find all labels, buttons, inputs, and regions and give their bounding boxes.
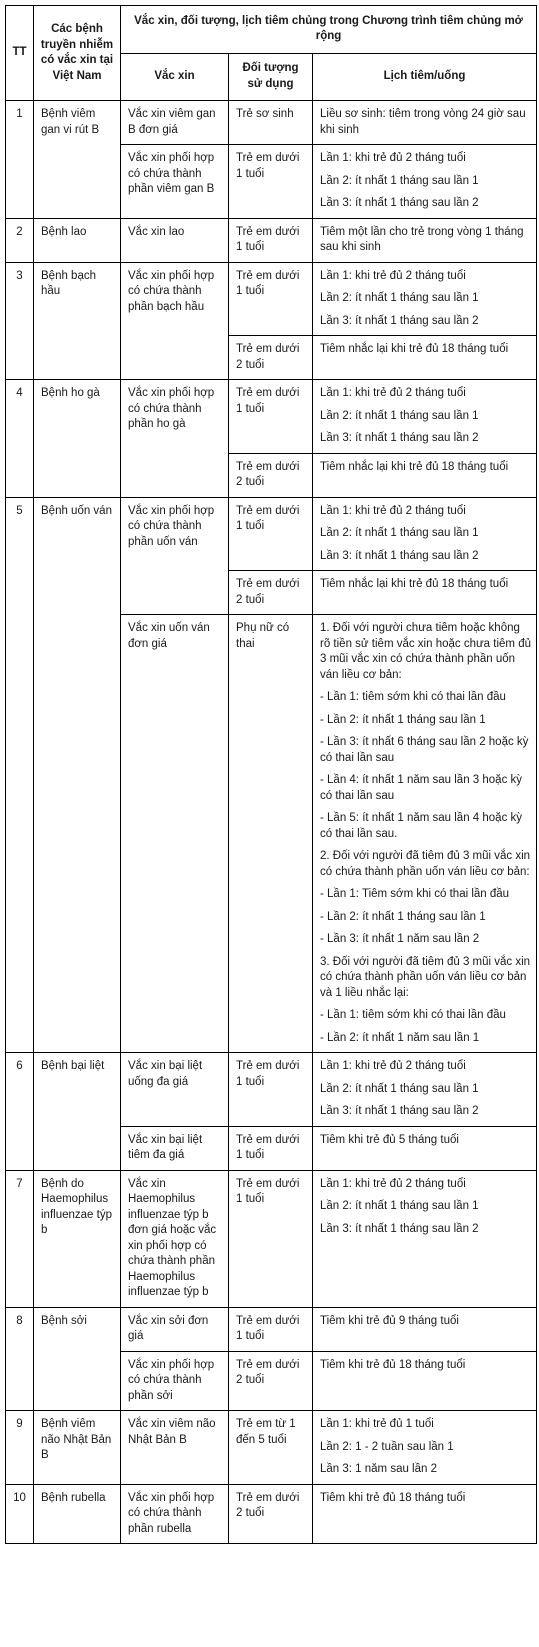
- schedule-line: Lần 2: ít nhất 1 tháng sau lần 1: [320, 174, 479, 187]
- schedule-line: Lần 2: ít nhất 1 tháng sau lần 1: [320, 409, 479, 422]
- schedule-line: Lần 2: ít nhất 1 tháng sau lần 1: [320, 1200, 479, 1212]
- schedule-line: Lần 3: ít nhất 1 tháng sau lần 2: [320, 197, 479, 209]
- target-group: Trẻ em dưới 1 tuổi: [229, 145, 313, 219]
- row-number: 7: [6, 1170, 34, 1307]
- schedule-line: Tiêm nhắc lại khi trẻ đủ 18 tháng tuổi: [320, 578, 509, 590]
- schedule-line: - Lần 2: ít nhất 1 tháng sau lần 1: [320, 713, 486, 726]
- schedule-line: - Lần 1: tiêm sớm khi có thai lần đầu: [320, 1009, 506, 1021]
- vaccine-name: Vắc xin phối hợp có chứa thành phần sởi: [121, 1351, 229, 1411]
- schedule-line: Tiêm nhắc lại khi trẻ đủ 18 tháng tuổi: [320, 343, 509, 355]
- target-group: Trẻ em dưới 2 tuổi: [229, 571, 313, 615]
- vaccine-name: Vắc xin phối hợp có chứa thành phần viêm gan B: [121, 145, 229, 219]
- vaccine-name: Vắc xin phối hợp có chứa thành phần ho gà: [121, 380, 229, 498]
- schedule-line: Tiêm khi trẻ đủ 18 tháng tuổi: [320, 1491, 466, 1504]
- table-row: [6, 497, 537, 571]
- schedule-line: - Lần 5: ít nhất 1 năm sau lần 4 hoặc kỳ có thai lần sau.: [320, 812, 523, 840]
- schedule-line: Lần 1: khi trẻ đủ 2 tháng tuổi: [320, 504, 466, 517]
- schedule-cell: [313, 1484, 537, 1544]
- row-number: 6: [6, 1053, 34, 1171]
- table-row: [6, 101, 537, 145]
- vaccine-name: Vắc xin phối hợp có chứa thành phần rubella: [121, 1484, 229, 1544]
- table-row: [6, 380, 537, 454]
- schedule-line: Tiêm khi trẻ đủ 9 tháng tuổi: [320, 1314, 459, 1327]
- schedule-line: Lần 2: ít nhất 1 tháng sau lần 1: [320, 292, 479, 304]
- schedule-line: Lần 3: ít nhất 1 tháng sau lần 2: [320, 549, 479, 562]
- schedule-line: Lần 1: khi trẻ đủ 2 tháng tuổi: [320, 1060, 466, 1072]
- table-row: [6, 1307, 537, 1351]
- schedule-line: Lần 3: ít nhất 1 tháng sau lần 2: [320, 1105, 479, 1117]
- schedule-line: - Lần 3: ít nhất 6 tháng sau lần 2 hoặc kỳ có thai lần sau: [320, 736, 529, 764]
- row-number: 4: [6, 380, 34, 498]
- schedule-line: - Lần 1: tiêm sớm khi có thai lần đầu: [320, 691, 506, 703]
- disease-name: Bệnh viêm gan vi rút B: [34, 101, 121, 219]
- header-schedule: Lịch tiêm/uống: [313, 53, 537, 101]
- schedule-cell: [313, 497, 537, 571]
- target-group: Trẻ em dưới 2 tuổi: [229, 1484, 313, 1544]
- vaccine-name: Vắc xin Haemophilus influenzae týp b đơn giá hoặc vắc xin phối hợp có chứa thành phần Haemophilus influenzae týp b: [121, 1170, 229, 1307]
- schedule-line: 2. Đối với người đã tiêm đủ 3 mũi vắc xin có chứa thành phần uốn ván liều cơ bản:: [320, 850, 531, 878]
- vaccine-name: Vắc xin bại liệt uống đa giá: [121, 1053, 229, 1127]
- schedule-line: Tiêm khi trẻ đủ 5 tháng tuổi: [320, 1133, 459, 1146]
- table-body: [6, 101, 537, 1544]
- schedule-cell: [313, 453, 537, 497]
- vaccine-name: Vắc xin uốn ván đơn giá: [121, 615, 229, 1053]
- header-tt: TT: [6, 6, 34, 101]
- disease-name: Bệnh bạch hầu: [34, 262, 121, 380]
- table-row: [6, 1170, 537, 1307]
- target-group: Trẻ sơ sinh: [229, 101, 313, 145]
- target-group: Trẻ em dưới 2 tuổi: [229, 453, 313, 497]
- target-group: Trẻ em dưới 1 tuổi: [229, 1053, 313, 1127]
- target-group: Trẻ em dưới 1 tuổi: [229, 497, 313, 571]
- schedule-cell: [313, 615, 537, 1053]
- schedule-line: - Lần 4: ít nhất 1 năm sau lần 3 hoặc kỳ có thai lần sau: [320, 774, 523, 802]
- vaccine-name: Vắc xin viêm não Nhật Bản B: [121, 1411, 229, 1485]
- schedule-line: - Lần 2: ít nhất 1 năm sau lần 1: [320, 1031, 480, 1044]
- schedule-cell: [313, 101, 537, 145]
- table-row: [6, 262, 537, 336]
- schedule-cell: [313, 218, 537, 262]
- schedule-line: - Lần 2: ít nhất 1 tháng sau lần 1: [320, 910, 486, 923]
- target-group: Trẻ em dưới 1 tuổi: [229, 380, 313, 454]
- schedule-cell: [313, 145, 537, 219]
- table-row: [6, 218, 537, 262]
- schedule-cell: [313, 262, 537, 336]
- vaccine-schedule-table: [5, 5, 537, 1544]
- schedule-line: Lần 2: 1 - 2 tuần sau lần 1: [320, 1440, 454, 1453]
- disease-name: Bệnh lao: [34, 218, 121, 262]
- disease-name: Bệnh ho gà: [34, 380, 121, 498]
- schedule-line: Lần 2: ít nhất 1 tháng sau lần 1: [320, 527, 479, 539]
- schedule-line: - Lần 3: ít nhất 1 năm sau lần 2: [320, 933, 480, 945]
- schedule-line: Lần 3: ít nhất 1 tháng sau lần 2: [320, 1222, 479, 1235]
- schedule-cell: [313, 1170, 537, 1307]
- header-target: Đối tượng sử dụng: [229, 53, 313, 101]
- schedule-cell: [313, 571, 537, 615]
- row-number: 1: [6, 101, 34, 219]
- vaccine-name: Vắc xin sởi đơn giá: [121, 1307, 229, 1351]
- table-row: [6, 1053, 537, 1127]
- disease-name: Bệnh viêm não Nhật Bản B: [34, 1411, 121, 1485]
- schedule-line: Lần 3: ít nhất 1 tháng sau lần 2: [320, 432, 479, 444]
- row-number: 8: [6, 1307, 34, 1411]
- vaccine-name: Vắc xin phối hợp có chứa thành phần bạch hầu: [121, 262, 229, 380]
- schedule-line: Tiêm một lần cho trẻ trong vòng 1 tháng sau khi sinh: [320, 225, 524, 253]
- schedule-line: Lần 3: ít nhất 1 tháng sau lần 2: [320, 314, 479, 327]
- header-group: Vắc xin, đối tượng, lịch tiêm chủng trong Chương trình tiêm chủng mở rộng: [121, 6, 537, 54]
- schedule-line: Liều sơ sinh: tiêm trong vòng 24 giờ sau khi sinh: [320, 108, 526, 136]
- row-number: 9: [6, 1411, 34, 1485]
- row-number: 2: [6, 218, 34, 262]
- schedule-line: 3. Đối với người đã tiêm đủ 3 mũi vắc xin có chứa thành phần uốn ván liều cơ bản và 1 liều nhắc lại:: [320, 955, 531, 999]
- schedule-cell: [313, 380, 537, 454]
- schedule-cell: [313, 1411, 537, 1485]
- target-group: Trẻ em dưới 1 tuổi: [229, 1126, 313, 1170]
- schedule-line: Lần 1: khi trẻ đủ 2 tháng tuổi: [320, 1177, 466, 1190]
- vaccine-name: Vắc xin phối hợp có chứa thành phần uốn ván: [121, 497, 229, 615]
- schedule-line: Lần 1: khi trẻ đủ 1 tuổi: [320, 1418, 434, 1430]
- disease-name: Bệnh bại liệt: [34, 1053, 121, 1171]
- vaccine-name: Vắc xin lao: [121, 218, 229, 262]
- row-number: 3: [6, 262, 34, 380]
- target-group: Trẻ em dưới 1 tuổi: [229, 218, 313, 262]
- schedule-line: Lần 3: 1 năm sau lần 2: [320, 1463, 437, 1475]
- schedule-line: Lần 1: khi trẻ đủ 2 tháng tuổi: [320, 269, 466, 282]
- disease-name: Bệnh do Haemophilus influenzae týp b: [34, 1170, 121, 1307]
- schedule-line: - Lần 1: Tiêm sớm khi có thai lần đầu: [320, 888, 510, 900]
- schedule-line: Lần 1: khi trẻ đủ 2 tháng tuổi: [320, 152, 466, 164]
- row-number: 5: [6, 497, 34, 1053]
- target-group: Trẻ em dưới 1 tuổi: [229, 262, 313, 336]
- disease-name: Bệnh rubella: [34, 1484, 121, 1544]
- header-disease: Các bệnh truyền nhiễm có vắc xin tại Việt Nam: [34, 6, 121, 101]
- schedule-line: Lần 2: ít nhất 1 tháng sau lần 1: [320, 1082, 479, 1095]
- schedule-cell: [313, 1053, 537, 1127]
- header-vaccine: Vắc xin: [121, 53, 229, 101]
- schedule-cell: [313, 1351, 537, 1411]
- table-row: [6, 1484, 537, 1544]
- target-group: Phụ nữ có thai: [229, 615, 313, 1053]
- disease-name: Bệnh uốn ván: [34, 497, 121, 1053]
- schedule-cell: [313, 1126, 537, 1170]
- schedule-cell: [313, 336, 537, 380]
- schedule-line: 1. Đối với người chưa tiêm hoặc không rõ tiền sử tiêm vắc xin hoặc chưa tiêm đủ 3 mũi vắc xin có chứa thành phần uốn ván liều cơ bản:: [320, 622, 531, 681]
- schedule-cell: [313, 1307, 537, 1351]
- row-number: 10: [6, 1484, 34, 1544]
- target-group: Trẻ em dưới 2 tuổi: [229, 1351, 313, 1411]
- target-group: Trẻ em dưới 1 tuổi: [229, 1170, 313, 1307]
- schedule-line: Tiêm khi trẻ đủ 18 tháng tuổi: [320, 1358, 466, 1371]
- target-group: Trẻ em dưới 2 tuổi: [229, 336, 313, 380]
- table-header: [6, 6, 537, 101]
- disease-name: Bệnh sởi: [34, 1307, 121, 1411]
- schedule-line: Tiêm nhắc lại khi trẻ đủ 18 tháng tuổi: [320, 460, 509, 473]
- target-group: Trẻ em dưới 1 tuổi: [229, 1307, 313, 1351]
- target-group: Trẻ em từ 1 đến 5 tuổi: [229, 1411, 313, 1485]
- vaccine-name: Vắc xin bại liệt tiêm đa giá: [121, 1126, 229, 1170]
- vaccine-name: Vắc xin viêm gan B đơn giá: [121, 101, 229, 145]
- table-row: [6, 1411, 537, 1485]
- schedule-line: Lần 1: khi trẻ đủ 2 tháng tuổi: [320, 387, 466, 399]
